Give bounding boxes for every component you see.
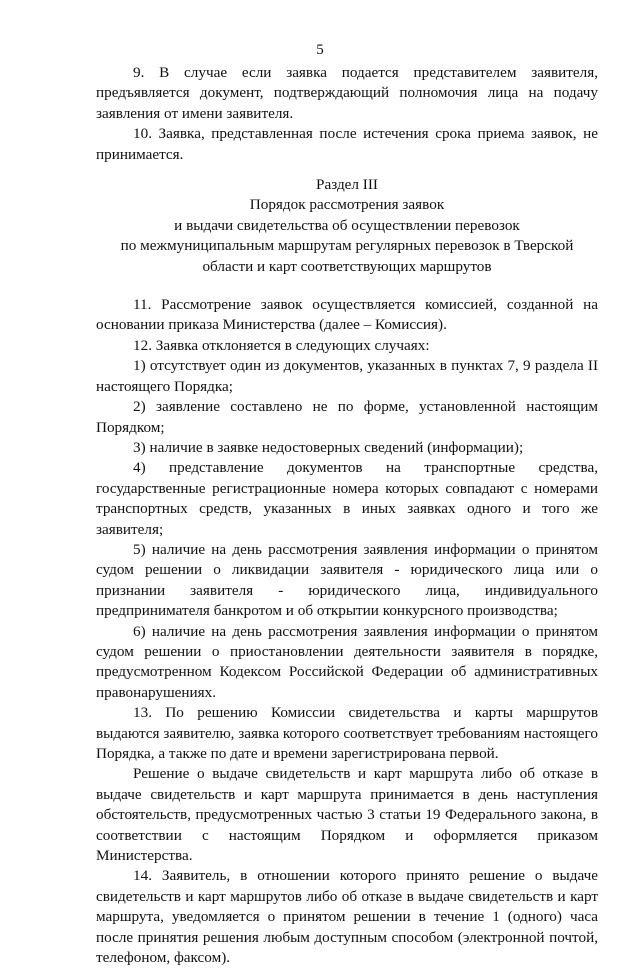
page-number: 5 — [316, 42, 324, 58]
paragraph-12-item-5: 5) наличие на день рассмотрения заявления информации о принятом судом решении о ликвидации заявителя - юридического лица или о признании заявителя - юридического лица, индивидуального предпринимателя банкротом и об открытии конкурсного производства; — [96, 540, 598, 620]
paragraph-12-item-1: 1) отсутствует один из документов, указанных в пунктах 7, 9 раздела II настоящего Порядка; — [96, 357, 598, 395]
section-heading — [96, 175, 598, 277]
section-heading-line: Порядок рассмотрения заявок — [249, 196, 445, 214]
paragraph-9: 9. В случае если заявка подается представителем заявителя, предъявляется документ, подтверждающий полномочия лица на подачу заявления от имени заявителя. — [96, 64, 598, 122]
paragraph-13-decision: Решение о выдаче свидетельств и карт маршрута либо об отказе в выдаче свидетельств и карт маршрута принимается в день наступления обстоятельств, предусмотренных частью 3 статьи 19 Федерального закона, в соответствии с настоящим Порядком и оформляется приказом Министерства. — [96, 765, 598, 865]
section-title: Раздел III — [316, 176, 378, 194]
section-heading-line: и выдачи свидетельства об осуществлении перевозок — [174, 216, 520, 234]
document-body — [96, 63, 598, 968]
paragraph-10: 10. Заявка, представленная после истечения срока приема заявок, не принимается. — [96, 125, 598, 163]
section-heading-line: области и карт соответствующих маршрутов — [202, 257, 492, 275]
paragraph-14: 14. Заявитель, в отношении которого принято решение о выдаче свидетельств и карт маршрутов либо об отказе в выдаче свидетельств и карт маршрута, уведомляется о принятом решении в течение 1 (одного) часа после принятия решения любым доступным способом (электронной почтой, телефоном, факсом). — [96, 867, 598, 967]
paragraph-12-item-2: 2) заявление составлено не по форме, установленной настоящим Порядком; — [96, 398, 598, 436]
paragraph-12: 12. Заявка отклоняется в следующих случаях: — [133, 336, 430, 354]
paragraph-12-item-3: 3) наличие в заявке недостоверных сведений (информации); — [133, 438, 524, 456]
paragraph-11: 11. Рассмотрение заявок осуществляется комиссией, созданной на основании приказа Министерства (далее – Комиссия). — [96, 296, 598, 334]
paragraph-12-item-6: 6) наличие на день рассмотрения заявления информации о принятом судом решении о приостановлении деятельности заявителя в порядке, предусмотренном Кодексом Российской Федерации об административных правонарушениях. — [96, 622, 598, 701]
section-heading-line: по межмуниципальным маршрутам регулярных перевозок в Тверской — [120, 237, 574, 255]
paragraph-12-item-4: 4) представление документов на транспортные средства, государственные регистрационные номера которых совпадают с номерами транспортных средств, указанных в иных заявках одного и того же заявителя; — [96, 459, 598, 538]
paragraph-13: 13. По решению Комиссии свидетельства и карты маршрутов выдаются заявителю, заявка которого соответствует требованиям настоящего Порядка, а также по дате и времени зарегистрирована первой. — [96, 704, 598, 762]
